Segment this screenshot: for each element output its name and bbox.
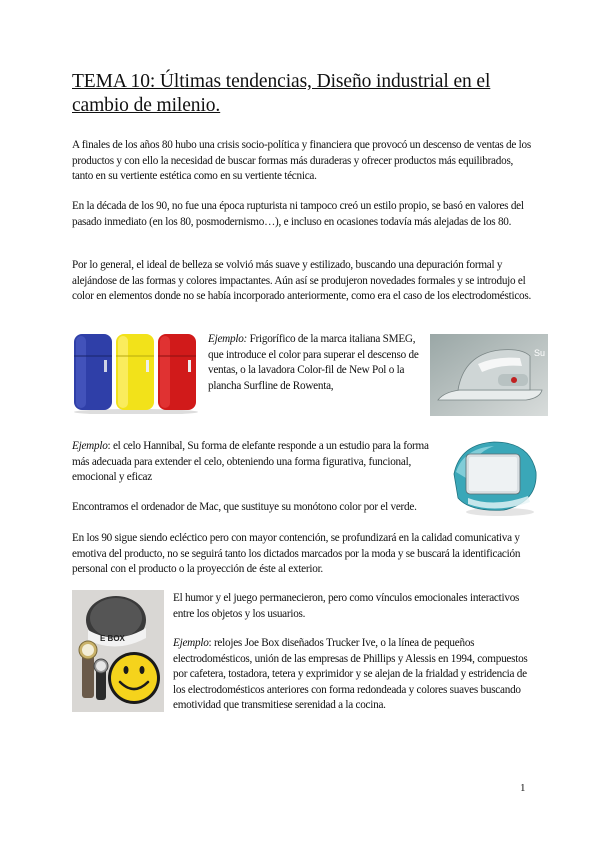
paragraph-anos-90: En los 90 sigue siendo ecléctico pero con mayor contención, se profundizará en la calidad comunicativa y emotiva del producto, no se seguirá tanto los dictados marcados por la moda y se buscará la identificación personal con el producto o la proyección de éste al exterior. bbox=[72, 532, 521, 575]
smiley-face bbox=[111, 655, 157, 701]
joe-box-watches-image bbox=[72, 590, 164, 712]
ejemplo-label: Ejemplo bbox=[173, 637, 209, 649]
paragraph-ordenador-mac: Encontramos el ordenador de Mac, que sustituye su monótono color por el verde. bbox=[72, 501, 417, 513]
document-title: TEMA 10: Últimas tendencias, Diseño industrial en el cambio de milenio. bbox=[72, 71, 491, 116]
paragraph-humor-juego: El humor y el juego permanecieron, pero como vínculos emocionales interactivos entre los objetos y los usuarios. bbox=[173, 592, 520, 620]
imac-image bbox=[444, 438, 544, 518]
ejemplo-label: Ejemplo: bbox=[208, 333, 248, 345]
paragraph-ejemplo-smeg: Ejemplo: Frigorífico de la marca italiana SMEG, que introduce el color para superar el descenso de ventas, o la lavadora Color-fil de New Pol o la plancha Surfline de Rowenta, bbox=[208, 333, 419, 392]
page-number: 1 bbox=[520, 782, 526, 794]
smeg-fridges-image bbox=[72, 330, 200, 414]
paragraph-ideal-belleza: Por lo general, el ideal de belleza se volvió más suave y estilizado, buscando una depuración formal y alejándose de las formas y colores impactantes. Aún así se produjeron novedades formales y se introdujo el color en elementos donde no se había incorporado anteriormente, como era el caso de los electrodomésticos. bbox=[72, 259, 532, 302]
paragraph-ejemplo-hannibal: Ejemplo: el celo Hannibal, Su forma de elefante responde a un estudio para la forma más adecuada para extender el celo, obteniendo una forma figurativa, funcional, emocional y eficaz bbox=[72, 440, 429, 483]
paragraph-crisis: A finales de los años 80 hubo una crisis socio-política y financiera que provocó un descenso de ventas de los productos y con ello la necesidad de buscar formas más duraderas y ofrecer productos más equilibrados, tanto en su vertiente estética como en su vertiente técnica. bbox=[72, 139, 531, 182]
paragraph-ejemplo-joe-box: Ejemplo: relojes Joe Box diseñados Trucker Ive, o la línea de pequeños electrodomésticos, unión de las empresas de Phillips y Alessis en 1994, compuestos por cafetera, tostadora, tetera y exprimidor y se alejan de la frialdad y estridencia de los electrodomésticos anteriores con forma redondeada y colores suaves buscando emotividad que transmitiese serenidad a la cocina. bbox=[173, 637, 528, 711]
ejemplo-label: Ejemplo bbox=[72, 440, 108, 452]
rowenta-iron-image bbox=[430, 334, 548, 416]
iron-logo-text: Su bbox=[534, 348, 546, 358]
paragraph-decada-90: En la década de los 90, no fue una época rupturista ni tampoco creó un estilo propio, se basó en valores del pasado inmediato (en los 80, posmodernismo…), e incluso en ocasiones todavía más alejadas de los 80. bbox=[72, 200, 524, 228]
watch-box-text: E BOX bbox=[100, 634, 125, 643]
